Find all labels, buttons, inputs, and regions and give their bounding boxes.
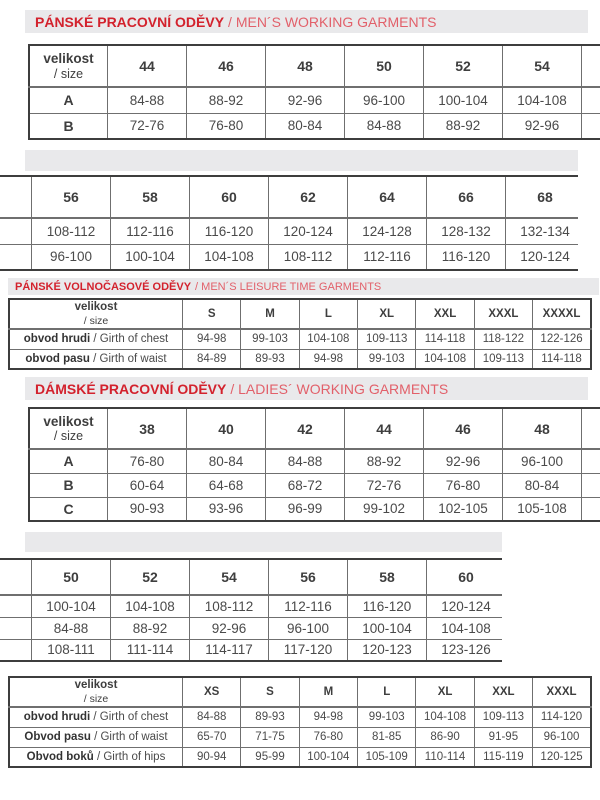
size-column-header: 42 bbox=[266, 408, 345, 449]
size-column-header: 58 bbox=[348, 559, 427, 595]
value-cell: 91-95 bbox=[474, 727, 532, 747]
value-cell: 94-98 bbox=[299, 707, 357, 727]
value-cell: 65-70 bbox=[183, 727, 241, 747]
value-cell: 100-104 bbox=[424, 87, 503, 113]
value-cell: 104-108 bbox=[503, 87, 582, 113]
value-cell: 96-100 bbox=[32, 244, 111, 270]
value-cell: 92-96 bbox=[266, 87, 345, 113]
ladies-working-table-part2-wrap bbox=[0, 558, 502, 662]
value-cell: 68-72 bbox=[266, 473, 345, 497]
section-title-men-leisure bbox=[8, 278, 599, 295]
value-cell: 104-108 bbox=[416, 707, 474, 727]
row-label: A bbox=[29, 449, 108, 473]
value-cell: 105-109 bbox=[358, 747, 416, 767]
size-column-header: L bbox=[358, 677, 416, 707]
value-cell: 100-104 bbox=[348, 617, 427, 639]
value-cell: 104-108 bbox=[190, 244, 269, 270]
value-cell: 122-126 bbox=[533, 329, 591, 349]
value-cell: 108-112 bbox=[32, 218, 111, 244]
value-cell: 132-134 bbox=[506, 218, 579, 244]
row-label-czech: obvod hrudi bbox=[23, 333, 91, 346]
men-leisure-table-wrap bbox=[8, 298, 592, 370]
value-cell: 120-125 bbox=[533, 747, 591, 767]
value-cell: 114-118 bbox=[416, 329, 474, 349]
value-cell: 86-90 bbox=[416, 727, 474, 747]
value-cell: 116-120 bbox=[190, 218, 269, 244]
table-row bbox=[29, 497, 600, 521]
value-cell: 128-132 bbox=[427, 218, 506, 244]
row-label-czech: Obvod boků bbox=[26, 750, 94, 763]
size-column-header: M bbox=[241, 299, 299, 329]
value-cell: 84-88 bbox=[108, 87, 187, 113]
row-label: B bbox=[29, 473, 108, 497]
value-cell: 109-113 bbox=[358, 329, 416, 349]
cut-column-header bbox=[582, 45, 600, 87]
size-label-english: / size bbox=[83, 314, 109, 327]
value-cell: 94-98 bbox=[183, 329, 241, 349]
value-cell: 72-76 bbox=[108, 113, 187, 139]
row-label-english: / Girth of waist bbox=[90, 731, 168, 743]
value-cell: 112-116 bbox=[348, 244, 427, 270]
value-cell: 92-96 bbox=[424, 449, 503, 473]
value-cell: 88-92 bbox=[345, 449, 424, 473]
header-row bbox=[9, 677, 591, 707]
table-row bbox=[0, 218, 578, 244]
table-row bbox=[9, 747, 591, 767]
men-working-table-part2 bbox=[0, 175, 578, 271]
value-cell: 105-108 bbox=[503, 497, 582, 521]
value-cell: 111-114 bbox=[111, 639, 190, 661]
value-cell: 96-100 bbox=[345, 87, 424, 113]
size-column-header: XL bbox=[358, 299, 416, 329]
value-cell: 99-103 bbox=[358, 349, 416, 369]
header-row bbox=[9, 299, 591, 329]
size-label-english: / size bbox=[53, 429, 84, 444]
table-row bbox=[9, 349, 591, 369]
cut-cell bbox=[582, 113, 600, 139]
size-column-header: 62 bbox=[269, 176, 348, 218]
row-label bbox=[9, 329, 183, 349]
men-working-table-part1 bbox=[28, 44, 600, 140]
size-label-czech: velikost bbox=[43, 413, 94, 429]
value-cell: 100-104 bbox=[111, 244, 190, 270]
value-cell: 116-120 bbox=[348, 595, 427, 617]
cut-cell bbox=[582, 473, 600, 497]
value-cell: 95-99 bbox=[241, 747, 299, 767]
table-row bbox=[29, 449, 600, 473]
ladies-working-table-part1 bbox=[28, 407, 600, 522]
table-row bbox=[29, 113, 600, 139]
row-label: A bbox=[29, 87, 108, 113]
value-cell: 108-111 bbox=[32, 639, 111, 661]
size-column-header: 38 bbox=[108, 408, 187, 449]
row-label: B bbox=[29, 113, 108, 139]
size-label-english: / size bbox=[53, 66, 84, 81]
section-title-men-working bbox=[25, 10, 588, 33]
size-column-header: S bbox=[183, 299, 241, 329]
size-column-header: XXXL bbox=[474, 299, 532, 329]
row-label bbox=[9, 349, 183, 369]
value-cell: 100-104 bbox=[32, 595, 111, 617]
value-cell: 88-92 bbox=[187, 87, 266, 113]
size-column-header: 50 bbox=[345, 45, 424, 87]
row-label bbox=[9, 727, 183, 747]
ladies-measurements-table bbox=[8, 676, 592, 768]
size-column-header: 66 bbox=[427, 176, 506, 218]
men-working-table-part1-wrap bbox=[28, 44, 600, 140]
size-column-header: L bbox=[299, 299, 357, 329]
value-cell: 94-98 bbox=[299, 349, 357, 369]
size-column-header: 44 bbox=[345, 408, 424, 449]
table-row bbox=[0, 639, 502, 661]
value-cell: 84-88 bbox=[32, 617, 111, 639]
value-cell: 90-94 bbox=[183, 747, 241, 767]
cut-cell bbox=[0, 639, 32, 661]
value-cell: 123-126 bbox=[427, 639, 503, 661]
row-label-czech: obvod hrudi bbox=[23, 711, 91, 724]
value-cell: 108-112 bbox=[269, 244, 348, 270]
size-column-header: 50 bbox=[32, 559, 111, 595]
value-cell: 90-93 bbox=[108, 497, 187, 521]
cut-cell bbox=[582, 449, 600, 473]
row-label-english: / Girth of chest bbox=[90, 333, 169, 346]
size-column-header: 60 bbox=[427, 559, 503, 595]
title-czech: PÁNSKÉ PRACOVNÍ ODĚVY bbox=[35, 13, 225, 30]
value-cell: 96-99 bbox=[266, 497, 345, 521]
size-column-header: XXL bbox=[416, 299, 474, 329]
size-column-header: 56 bbox=[32, 176, 111, 218]
value-cell: 89-93 bbox=[241, 707, 299, 727]
table-row bbox=[9, 727, 591, 747]
table-row bbox=[0, 244, 578, 270]
size-column-header: 48 bbox=[503, 408, 582, 449]
size-label-czech: velikost bbox=[74, 301, 118, 314]
header-row bbox=[0, 176, 578, 218]
value-cell: 120-124 bbox=[427, 595, 503, 617]
header-row bbox=[29, 408, 600, 449]
cut-cell bbox=[0, 617, 32, 639]
size-column-header: M bbox=[299, 677, 357, 707]
size-column-header: 56 bbox=[269, 559, 348, 595]
value-cell: 100-104 bbox=[299, 747, 357, 767]
value-cell: 99-102 bbox=[345, 497, 424, 521]
size-label-cell bbox=[29, 45, 108, 87]
size-label-english: / size bbox=[83, 692, 109, 705]
size-label-cell bbox=[29, 408, 108, 449]
header-row bbox=[29, 45, 600, 87]
value-cell: 112-116 bbox=[111, 218, 190, 244]
ladies-working-table-part1-wrap bbox=[28, 407, 600, 522]
table-row bbox=[0, 595, 502, 617]
size-column-header: XXXXL bbox=[533, 299, 591, 329]
cut-cell bbox=[0, 595, 32, 617]
size-label-cell bbox=[9, 299, 183, 329]
value-cell: 109-113 bbox=[474, 349, 532, 369]
size-column-header: 54 bbox=[503, 45, 582, 87]
men-working-table-part2-wrap bbox=[0, 175, 578, 271]
size-column-header: XS bbox=[183, 677, 241, 707]
row-label bbox=[9, 707, 183, 727]
value-cell: 104-108 bbox=[427, 617, 503, 639]
cut-column-header bbox=[0, 559, 32, 595]
value-cell: 84-88 bbox=[183, 707, 241, 727]
title-english: / LADIES´ WORKING GARMENTS bbox=[230, 380, 449, 397]
value-cell: 96-100 bbox=[269, 617, 348, 639]
row-label-english: / Girth of waist bbox=[89, 352, 167, 365]
value-cell: 120-123 bbox=[348, 639, 427, 661]
value-cell: 108-112 bbox=[190, 595, 269, 617]
value-cell: 80-84 bbox=[266, 113, 345, 139]
cut-column-header bbox=[0, 176, 32, 218]
value-cell: 80-84 bbox=[503, 473, 582, 497]
size-column-header: 52 bbox=[424, 45, 503, 87]
row-label-czech: obvod pasu bbox=[25, 352, 90, 365]
value-cell: 102-105 bbox=[424, 497, 503, 521]
cut-cell bbox=[582, 87, 600, 113]
size-column-header: 54 bbox=[190, 559, 269, 595]
value-cell: 104-108 bbox=[299, 329, 357, 349]
separator-bar bbox=[25, 150, 578, 171]
size-column-header: 46 bbox=[424, 408, 503, 449]
value-cell: 96-100 bbox=[533, 727, 591, 747]
cut-cell bbox=[582, 497, 600, 521]
row-label bbox=[9, 747, 183, 767]
value-cell: 99-103 bbox=[241, 329, 299, 349]
size-column-header: XXL bbox=[474, 677, 532, 707]
size-column-header: S bbox=[241, 677, 299, 707]
size-column-header: 68 bbox=[506, 176, 579, 218]
table-row bbox=[29, 87, 600, 113]
value-cell: 114-118 bbox=[533, 349, 591, 369]
row-label: C bbox=[29, 497, 108, 521]
cut-cell bbox=[0, 218, 32, 244]
value-cell: 71-75 bbox=[241, 727, 299, 747]
value-cell: 115-119 bbox=[474, 747, 532, 767]
value-cell: 114-117 bbox=[190, 639, 269, 661]
value-cell: 89-93 bbox=[241, 349, 299, 369]
size-column-header: 48 bbox=[266, 45, 345, 87]
size-column-header: 46 bbox=[187, 45, 266, 87]
value-cell: 80-84 bbox=[187, 449, 266, 473]
table-row bbox=[9, 329, 591, 349]
value-cell: 112-116 bbox=[269, 595, 348, 617]
value-cell: 93-96 bbox=[187, 497, 266, 521]
value-cell: 118-122 bbox=[474, 329, 532, 349]
value-cell: 114-120 bbox=[533, 707, 591, 727]
value-cell: 120-124 bbox=[269, 218, 348, 244]
value-cell: 92-96 bbox=[503, 113, 582, 139]
value-cell: 76-80 bbox=[424, 473, 503, 497]
size-label-czech: velikost bbox=[74, 679, 118, 692]
value-cell: 88-92 bbox=[424, 113, 503, 139]
value-cell: 72-76 bbox=[345, 473, 424, 497]
value-cell: 76-80 bbox=[187, 113, 266, 139]
row-label-english: / Girth of chest bbox=[90, 711, 169, 724]
size-label-cell bbox=[9, 677, 183, 707]
value-cell: 64-68 bbox=[187, 473, 266, 497]
section-title-ladies-working bbox=[25, 377, 588, 400]
value-cell: 92-96 bbox=[190, 617, 269, 639]
table-row bbox=[9, 707, 591, 727]
title-english: / MEN´S LEISURE TIME GARMENTS bbox=[195, 280, 382, 293]
value-cell: 116-120 bbox=[427, 244, 506, 270]
table-row bbox=[0, 617, 502, 639]
ladies-working-table-part2 bbox=[0, 558, 502, 662]
size-column-header: XL bbox=[416, 677, 474, 707]
size-column-header: 60 bbox=[190, 176, 269, 218]
men-leisure-table bbox=[8, 298, 592, 370]
size-column-header: 52 bbox=[111, 559, 190, 595]
cut-column-header bbox=[582, 408, 600, 449]
size-column-header: 40 bbox=[187, 408, 266, 449]
value-cell: 99-103 bbox=[358, 707, 416, 727]
value-cell: 124-128 bbox=[348, 218, 427, 244]
value-cell: 84-89 bbox=[183, 349, 241, 369]
value-cell: 76-80 bbox=[108, 449, 187, 473]
title-english: / MEN´S WORKING GARMENTS bbox=[228, 13, 437, 30]
value-cell: 84-88 bbox=[266, 449, 345, 473]
value-cell: 120-124 bbox=[506, 244, 579, 270]
value-cell: 84-88 bbox=[345, 113, 424, 139]
size-column-header: 58 bbox=[111, 176, 190, 218]
size-label-czech: velikost bbox=[43, 51, 94, 67]
value-cell: 117-120 bbox=[269, 639, 348, 661]
row-label-czech: Obvod pasu bbox=[24, 731, 91, 743]
header-row bbox=[0, 559, 502, 595]
value-cell: 109-113 bbox=[474, 707, 532, 727]
value-cell: 110-114 bbox=[416, 747, 474, 767]
value-cell: 60-64 bbox=[108, 473, 187, 497]
size-column-header: 64 bbox=[348, 176, 427, 218]
value-cell: 76-80 bbox=[299, 727, 357, 747]
value-cell: 96-100 bbox=[503, 449, 582, 473]
value-cell: 88-92 bbox=[111, 617, 190, 639]
size-column-header: XXXL bbox=[533, 677, 591, 707]
value-cell: 81-85 bbox=[358, 727, 416, 747]
cut-cell bbox=[0, 244, 32, 270]
size-column-header: 44 bbox=[108, 45, 187, 87]
title-czech: PÁNSKÉ VOLNOČASOVÉ ODĚVY bbox=[15, 280, 192, 293]
ladies-measurements-table-wrap bbox=[8, 676, 592, 768]
separator-bar bbox=[25, 532, 502, 552]
row-label-english: / Girth of hips bbox=[93, 750, 166, 763]
value-cell: 104-108 bbox=[416, 349, 474, 369]
table-row bbox=[29, 473, 600, 497]
title-czech: DÁMSKÉ PRACOVNÍ ODĚVY bbox=[35, 380, 227, 397]
value-cell: 104-108 bbox=[111, 595, 190, 617]
